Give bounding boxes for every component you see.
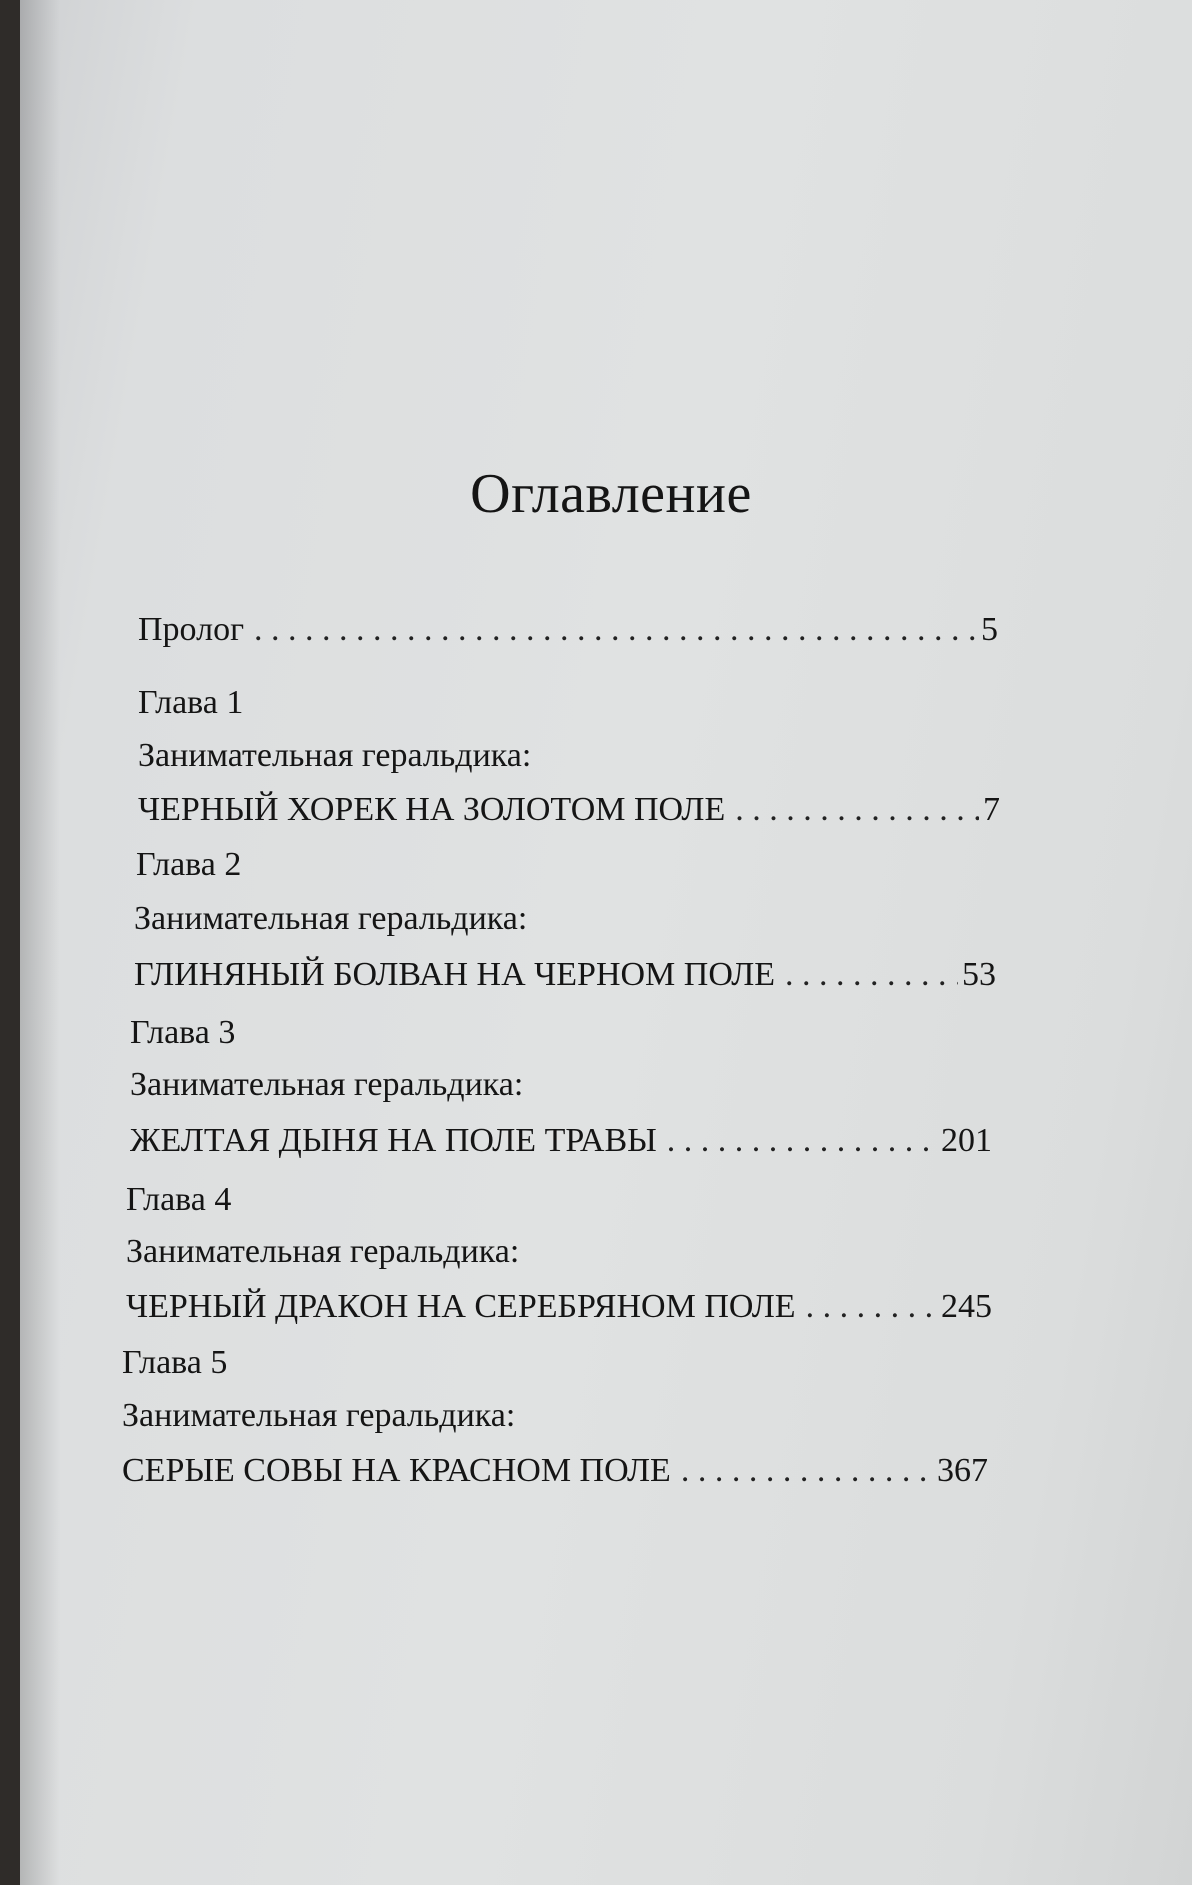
toc-page-number: 201	[941, 1122, 992, 1159]
table-of-contents	[20, 0, 1192, 1885]
dot-leader	[785, 955, 958, 995]
toc-page-number: 5	[981, 611, 998, 648]
toc-entry-prologue[interactable]	[138, 610, 998, 650]
chapter-subtitle: Занимательная геральдика:	[134, 900, 528, 937]
chapter-label: Глава 4	[126, 1181, 232, 1218]
toc-entry-chapter-3[interactable]	[130, 1121, 992, 1161]
toc-page-number: 7	[983, 791, 1000, 828]
toc-page-number: 53	[962, 956, 996, 993]
page-title: Оглавление	[470, 463, 752, 525]
toc-entry-title: ЖЕЛТАЯ ДЫНЯ НА ПОЛЕ ТРАВЫ	[130, 1122, 657, 1159]
toc-entry-chapter-2[interactable]	[134, 955, 996, 995]
chapter-label: Глава 1	[138, 684, 244, 721]
chapter-label: Глава 5	[122, 1344, 228, 1381]
chapter-subtitle: Занимательная геральдика:	[138, 737, 532, 774]
toc-entry-chapter-5[interactable]	[122, 1451, 988, 1491]
toc-entry-chapter-4[interactable]	[126, 1287, 992, 1327]
chapter-label: Глава 3	[130, 1014, 236, 1051]
toc-entry-title: ЧЕРНЫЙ ДРАКОН НА СЕРЕБРЯНОМ ПОЛЕ	[126, 1288, 796, 1325]
chapter-subtitle: Занимательная геральдика:	[126, 1233, 520, 1270]
toc-entry-title: СЕРЫЕ СОВЫ НА КРАСНОМ ПОЛЕ	[122, 1452, 671, 1489]
toc-entry-title: ГЛИНЯНЫЙ БОЛВАН НА ЧЕРНОМ ПОЛЕ	[134, 956, 776, 993]
chapter-subtitle: Занимательная геральдика:	[130, 1066, 524, 1103]
toc-entry-title: Пролог	[138, 611, 245, 648]
toc-page-number: 245	[941, 1288, 992, 1325]
toc-entry-chapter-1[interactable]	[138, 790, 1000, 830]
chapter-label: Глава 2	[136, 846, 242, 883]
dot-leader	[681, 1451, 933, 1491]
dot-leader	[254, 610, 977, 650]
chapter-subtitle: Занимательная геральдика:	[122, 1397, 516, 1434]
dot-leader	[735, 790, 979, 830]
dot-leader	[667, 1121, 937, 1161]
dot-leader	[806, 1287, 937, 1327]
toc-entry-title: ЧЕРНЫЙ ХОРЕК НА ЗОЛОТОМ ПОЛЕ	[138, 791, 726, 828]
book-page	[20, 0, 1192, 1885]
toc-page-number: 367	[937, 1452, 988, 1489]
